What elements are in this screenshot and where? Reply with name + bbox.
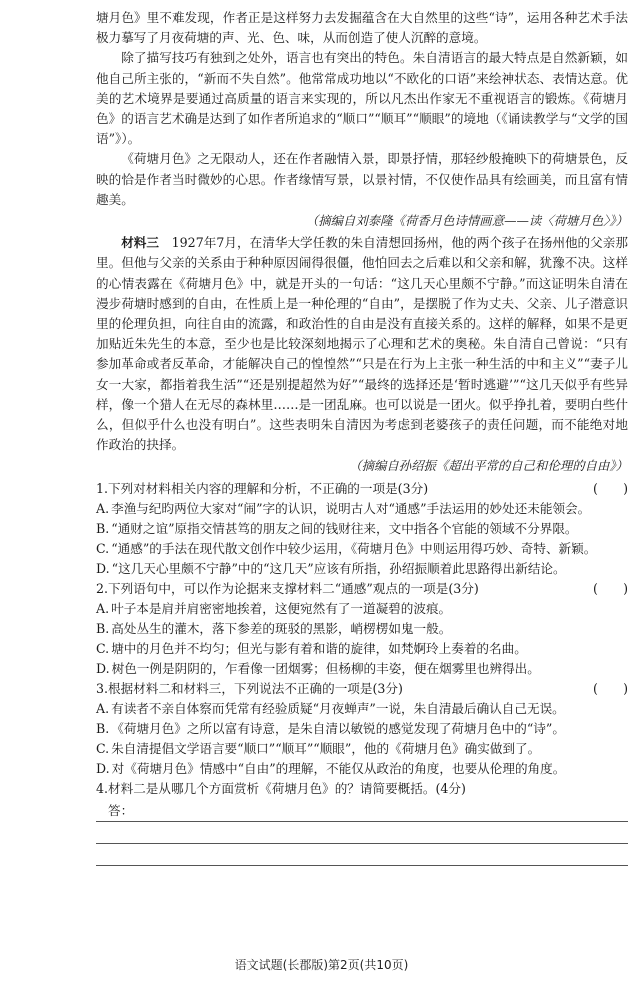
paragraph-emotion: 《荷塘月色》之无限动人，还在作者融情入景，即景抒情，那轻纱般掩映下的荷塘景色，反映的恰是作者当时微妙的心思。作者缘情写景，以景衬情，不仅使作品具有绘画美，而且富有情趣美。 bbox=[96, 151, 628, 207]
option-c: C. 朱自清提倡文学语言要“顺口”“顺耳”“顺眼”，他的《荷塘月色》确实做到了。 bbox=[96, 740, 541, 756]
answer-bracket: ( ) bbox=[592, 480, 628, 496]
page-content bbox=[96, 8, 628, 866]
question-3 bbox=[96, 679, 628, 779]
material3-heading: 材料三 bbox=[121, 235, 160, 251]
option-c: C. 塘中的月色并不均匀；但光与影有着和谐的旋律，如梵婀玲上奏着的名曲。 bbox=[96, 640, 527, 656]
question-stem-text: 3.根据材料二和材料三，下列说法不正确的一项是(3分) bbox=[96, 680, 403, 696]
option-a: A. 有读者不亲自体察而凭常有经验质疑“月夜蝉声”一说，朱自清最后确认自己无误。 bbox=[96, 700, 565, 716]
page-footer: 语文试题(长郡版)第2页(共10页) bbox=[234, 958, 409, 972]
source-citation-material3: （摘编自孙绍振《超出平常的自己和伦理的自由》） bbox=[349, 458, 628, 474]
answer-line[interactable] bbox=[96, 800, 628, 822]
paragraph-continued: 塘月色》里不难发现，作者正是这样努力去发掘蕴含在大自然里的这些“诗”，运用各种艺术手法极力摹写了月夜荷塘的声、光、色、味，从而创造了使人沉醉的意境。 bbox=[96, 10, 628, 46]
option-b: B. “通财之谊”原指交情甚笃的朋友之间的钱财往来，文中指各个官能的领域不分界限。 bbox=[96, 520, 578, 536]
question-stem-text: 2.下列语句中，可以作为论据来支撑材料二“通感”观点的一项是(3分) bbox=[96, 580, 479, 596]
option-b: B. 高处丛生的灌木，落下参差的斑驳的黑影，峭楞楞如鬼一般。 bbox=[96, 620, 452, 636]
answer-line[interactable] bbox=[96, 822, 628, 844]
question-stem-text: 1.下列对材料相关内容的理解和分析，不正确的一项是(3分) bbox=[96, 480, 429, 496]
source-citation-material2: （摘编自刘泰隆《荷香月色诗情画意——读〈荷塘月色〉》） bbox=[305, 213, 628, 229]
answer-area[interactable] bbox=[96, 800, 628, 866]
answer-bracket: ( ) bbox=[592, 580, 628, 596]
answer-bracket: ( ) bbox=[592, 680, 628, 696]
option-b: B. 《荷塘月色》之所以富有诗意，是朱自清以敏锐的感觉发现了荷塘月色中的“诗”。 bbox=[96, 720, 565, 736]
question-stem bbox=[96, 679, 628, 699]
option-d: D. 树色一例是阴阴的，乍看像一团烟雾；但杨柳的丰姿，便在烟雾里也辨得出。 bbox=[96, 660, 540, 676]
paragraph-language: 除了描写技巧有独到之处外，语言也有突出的特色。朱自清语言的最大特点是自然新颖，如他自己所主张的，“新而不失自然”。他常常成功地以“不欧化的口语”来绘神状态、表情达意。优美的艺术境界是要通过高质量的语言来实现的，所以凡杰出作家无不重视语言的锻炼。《荷塘月色》的语言艺术确是达到了如作者所追求的“顺口”“顺耳”“顺眼”的境地（《诵读教学与“文学的国语”》）。 bbox=[96, 50, 628, 147]
question-1 bbox=[96, 479, 628, 579]
question-4 bbox=[96, 779, 628, 799]
material3-body: 1927年7月，在清华大学任教的朱自清想回扬州，他的两个孩子在扬州他的父亲那里。但他与父亲的关系由于种种原因闹得很僵，他怕回去之后难以和父亲和解，犹豫不决。这样的心情表露在《荷塘月色》中，就是开头的一句话：“这几天心里颇不宁静。”而这证明朱自清在漫步荷塘时感到的自由，在性质上是一种伦理的“自由”，是摆脱了作为丈夫、父亲、儿子潜意识里的伦理负担，向往自由的流露，和政治性的自由是没有直接关系的。这样的解释，如果不是更加贴近朱先生的本意，至少也是比较深刻地揭示了心理和艺术的奥秘。朱自清自己曾说：“只有参加革命或者反革命，才能解决自己的惶惶然”“只是在行为上主张一种生活的中和主义”“妻子儿女一大家，都指着我生活”“还是别提超然为好”“最终的选择还是‘暂时逃避’”“这几天似乎有些异样，像一个猎人在无尽的森林里……是一团乱麻。也可以说是一团火。似乎挣扎着，要明白些什么，但似乎什么也没有明白”。这些表明朱自清因为考虑到老婆孩子的责任问题，而不能绝对地作政治的抉择。 bbox=[96, 235, 628, 453]
option-d: D. “这几天心里颇不宁静”中的“这几天”应该有所指，孙绍振顺着此思路得出新结论。 bbox=[96, 560, 566, 576]
question-stem bbox=[96, 579, 628, 599]
answer-line[interactable] bbox=[96, 844, 628, 866]
question-stem bbox=[96, 779, 628, 799]
option-c: C. “通感”的手法在现代散文创作中较少运用，《荷塘月色》中则运用得巧妙、奇特、新颖。 bbox=[96, 540, 597, 556]
option-d: D. 对《荷塘月色》情感中“自由”的理解，不能仅从政治的角度，也要从伦理的角度。 bbox=[96, 760, 566, 776]
option-a: A. 叶子本是肩并肩密密地挨着，这便宛然有了一道凝碧的波痕。 bbox=[96, 600, 452, 616]
option-a: A. 李渔与纪昀两位大家对“闹”字的认识，说明古人对“通感”手法运用的妙处还未能领会。 bbox=[96, 500, 591, 516]
question-stem-text: 4.材料二是从哪几个方面赏析《荷塘月色》的？请简要概括。(4分) bbox=[96, 780, 466, 796]
answer-label: 答： bbox=[108, 802, 134, 818]
question-stem bbox=[96, 479, 628, 499]
material3-paragraph bbox=[96, 233, 628, 455]
question-2 bbox=[96, 579, 628, 679]
